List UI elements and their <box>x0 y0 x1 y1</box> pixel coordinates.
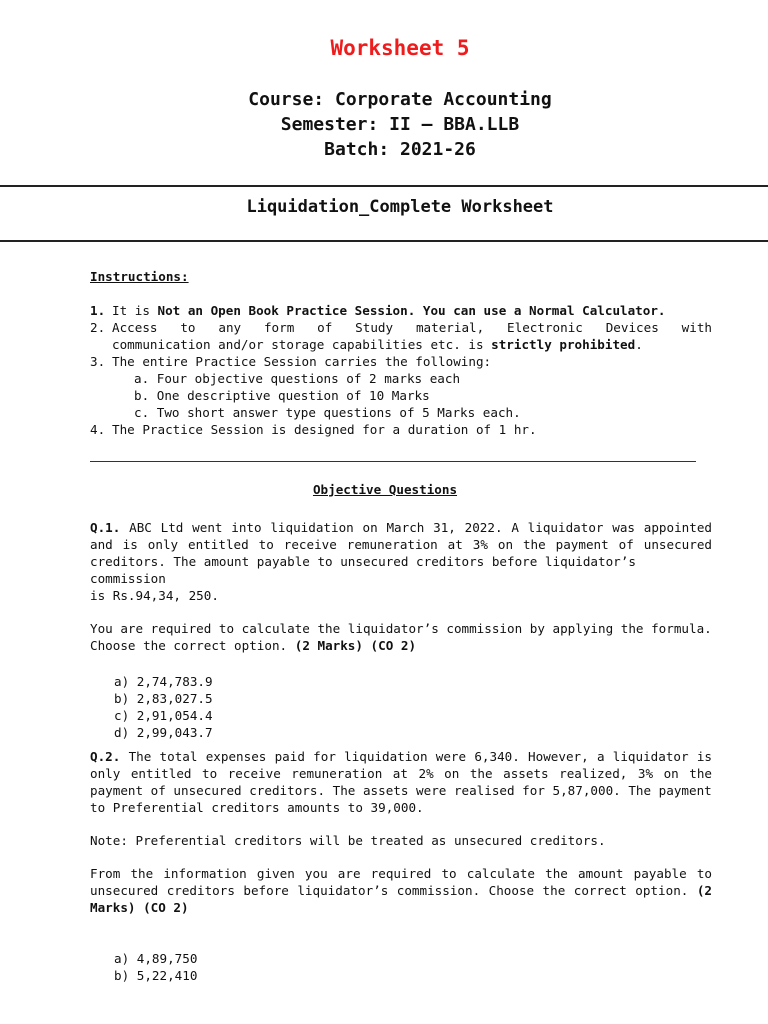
instruction-item <box>90 421 712 438</box>
question-1 <box>90 519 712 741</box>
instruction-subitem: b. One descriptive question of 10 Marks <box>134 388 430 403</box>
question-note: Note: Preferential creditors will be treated as unsecured creditors. <box>90 833 606 848</box>
instruction-number: 4. <box>90 422 106 437</box>
question-text: creditors. The amount payable to unsecured creditors before liquidator’s commission <box>90 554 636 586</box>
question-text: ABC Ltd went into liquidation on March 31, 2022. A liquidator was appointed <box>129 520 713 535</box>
instruction-bold-text: strictly prohibited <box>491 337 636 352</box>
instruction-bold-text: Not an Open Book Practice Session. You can use a Normal Calculator. <box>157 303 666 318</box>
worksheet-title: Worksheet 5 <box>330 36 470 60</box>
instruction-subitem: a. Four objective questions of 2 marks each <box>134 371 461 386</box>
instruction-item <box>90 319 712 353</box>
question-text: Choose the correct option. <box>90 638 288 653</box>
question-text: only entitled to receive remuneration at 2% on the assets realized, 3% on the <box>90 766 712 781</box>
question-text: payment of unsecured creditors. The assets were realised for 5,87,000. The payment <box>90 783 712 798</box>
instruction-item <box>90 353 712 370</box>
question-marks: Marks) (CO 2) <box>90 900 189 915</box>
instruction-text: communication and/or storage capabilities etc. is <box>112 337 484 352</box>
question-label: Q.2. <box>90 749 121 764</box>
answer-option: d) 2,99,043.7 <box>114 725 213 740</box>
question-text: The total expenses paid for liquidation were 6,340. However, a liquidator is <box>128 749 712 764</box>
answer-option: a) 4,89,750 <box>114 951 198 966</box>
instruction-text: The entire Practice Session carries the following: <box>112 354 492 369</box>
question-text: From the information given you are required to calculate the amount payable to <box>90 866 712 881</box>
worksheet-topic: Liquidation_Complete Worksheet <box>246 197 554 217</box>
instructions-heading: Instructions: <box>90 269 189 284</box>
instruction-text: The Practice Session is designed for a duration of 1 hr. <box>112 422 537 437</box>
course-line: Course: Corporate Accounting <box>248 89 552 110</box>
objective-questions-heading: Objective Questions <box>312 482 458 497</box>
instruction-number: 1. <box>90 303 106 318</box>
top-divider <box>0 185 768 187</box>
answer-option: c) 2,91,054.4 <box>114 708 213 723</box>
question-2 <box>90 748 712 984</box>
question-label: Q.1. <box>90 520 121 535</box>
instruction-number: 3. <box>90 354 106 369</box>
instruction-number: 2. <box>90 320 106 335</box>
answer-option: b) 5,22,410 <box>114 968 198 983</box>
section-separator <box>90 461 696 462</box>
bottom-divider <box>0 240 768 242</box>
answer-option: b) 2,83,027.5 <box>114 691 213 706</box>
answer-option: a) 2,74,783.9 <box>114 674 213 689</box>
instruction-text: It is <box>112 303 150 318</box>
instruction-item <box>90 302 712 319</box>
question-marks: (2 Marks) (CO 2) <box>294 638 417 653</box>
semester-line: Semester: II – BBA.LLB <box>280 114 520 135</box>
question-marks: (2 <box>696 883 712 898</box>
instruction-text: . <box>635 337 643 352</box>
question-text: and is only entitled to receive remuneration at 3% on the payment of unsecured <box>90 537 712 552</box>
question-text: You are required to calculate the liquidator’s commission by applying the formula. <box>90 621 712 636</box>
batch-line: Batch: 2021-26 <box>324 139 476 160</box>
instructions-section <box>90 268 712 438</box>
instruction-text: Access to any form of Study material, Electronic Devices with <box>112 320 712 335</box>
instruction-subitem: c. Two short answer type questions of 5 Marks each. <box>134 405 521 420</box>
question-text: is Rs.94,34, 250. <box>90 588 219 603</box>
question-text: to Preferential creditors amounts to 39,000. <box>90 800 424 815</box>
question-text: unsecured creditors before liquidator’s commission. Choose the correct option. <box>90 883 689 898</box>
